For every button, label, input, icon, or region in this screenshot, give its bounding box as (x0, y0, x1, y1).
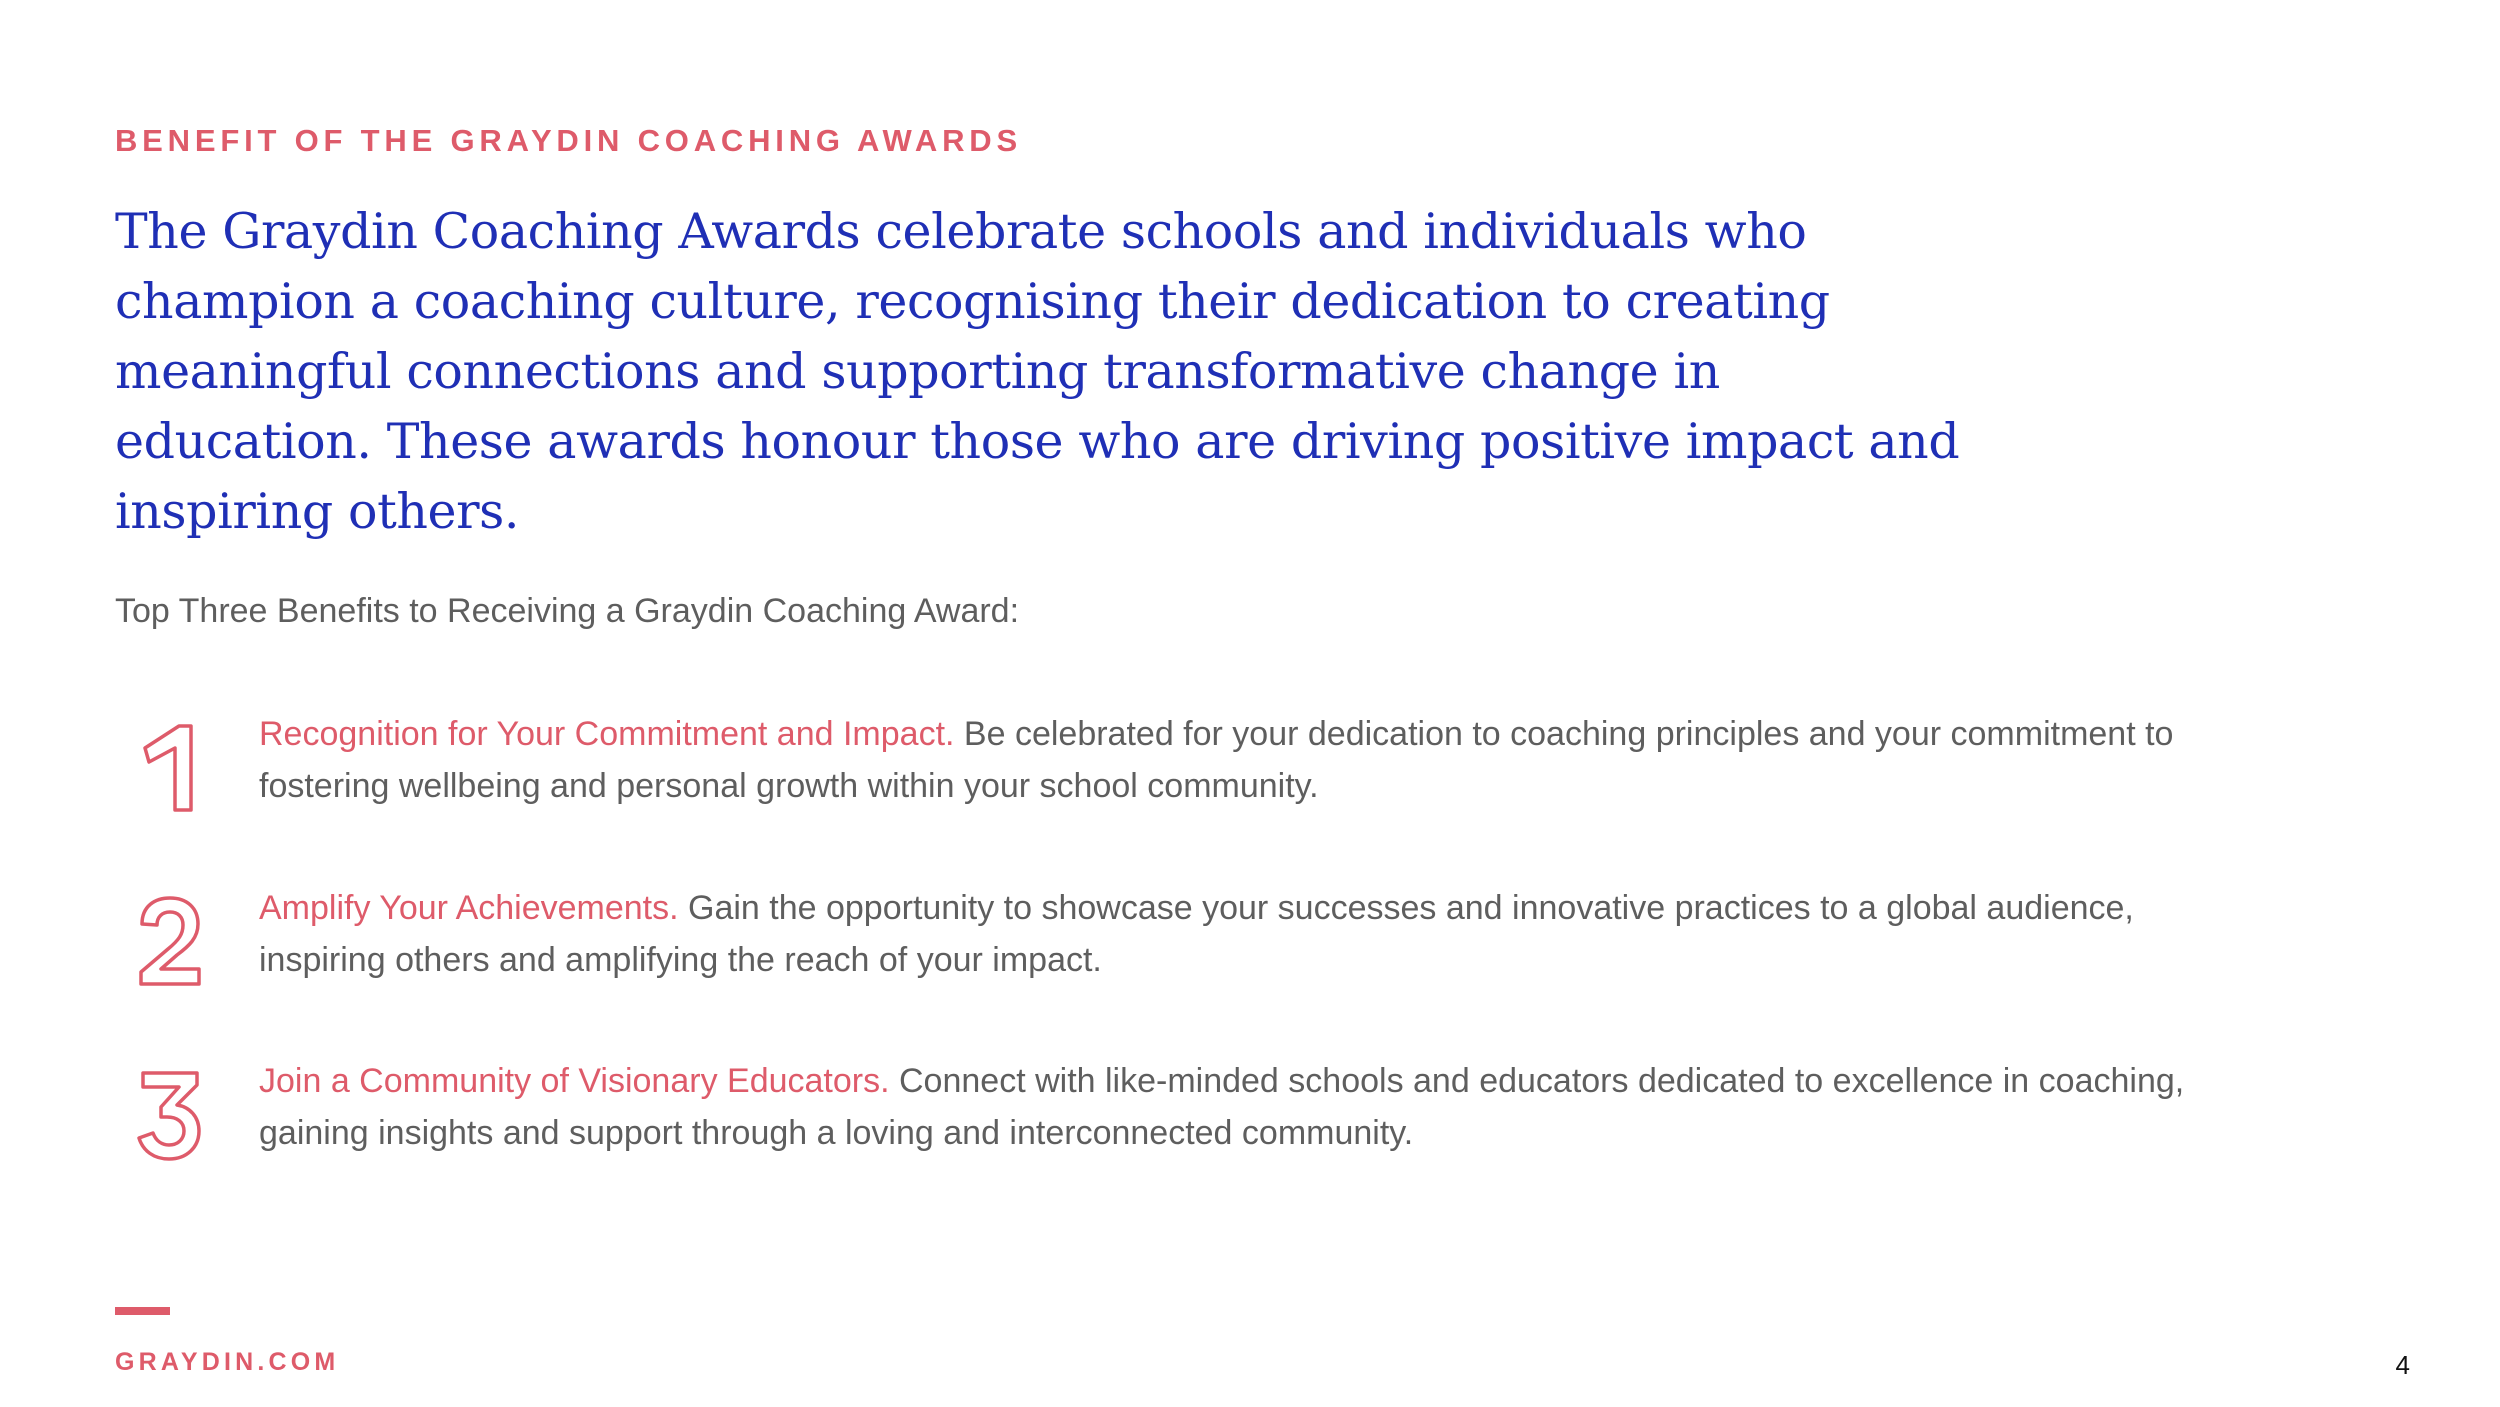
page-number: 4 (2395, 1350, 2410, 1380)
benefits-intro: Top Three Benefits to Receiving a Graydin Coaching Award: (115, 592, 1020, 630)
benefit-title: Recognition for Your Commitment and Impact. (259, 715, 955, 753)
number-1-icon (135, 718, 205, 818)
benefit-title: Amplify Your Achievements. (259, 889, 679, 927)
number-2-icon (135, 892, 205, 992)
benefit-body: Connect with like-minded schools and educators dedicated to excellence in coaching, gaining insights and support through a loving and interconnected community. (259, 1062, 2185, 1152)
benefit-item-1 (115, 708, 2174, 828)
benefit-item-2 (115, 882, 2134, 1002)
benefit-text (259, 1055, 2209, 1159)
benefit-text (259, 882, 2209, 986)
benefit-title: Join a Community of Visionary Educators. (259, 1062, 890, 1100)
footer-accent-rule (115, 1307, 170, 1315)
benefit-item-3 (115, 1055, 2185, 1175)
benefit-text (259, 708, 2209, 812)
lead-paragraph: The Graydin Coaching Awards celebrate schools and individuals who champion a coaching culture, recognising their dedication to creating meaningful connections and supporting transformative change in education. These awards honour those who are driving positive impact and inspiring others. (115, 203, 1960, 540)
benefit-body: Gain the opportunity to showcase your successes and innovative practices to a global audience, inspiring others and amplifying the reach of your impact. (259, 889, 2134, 979)
number-3-icon (135, 1065, 205, 1165)
footer-website: GRAYDIN.COM (115, 1348, 340, 1376)
benefit-body: Be celebrated for your dedication to coaching principles and your commitment to fostering wellbeing and personal growth within your school community. (259, 715, 2174, 805)
section-eyebrow: BENEFIT OF THE GRAYDIN COACHING AWARDS (115, 123, 1022, 158)
